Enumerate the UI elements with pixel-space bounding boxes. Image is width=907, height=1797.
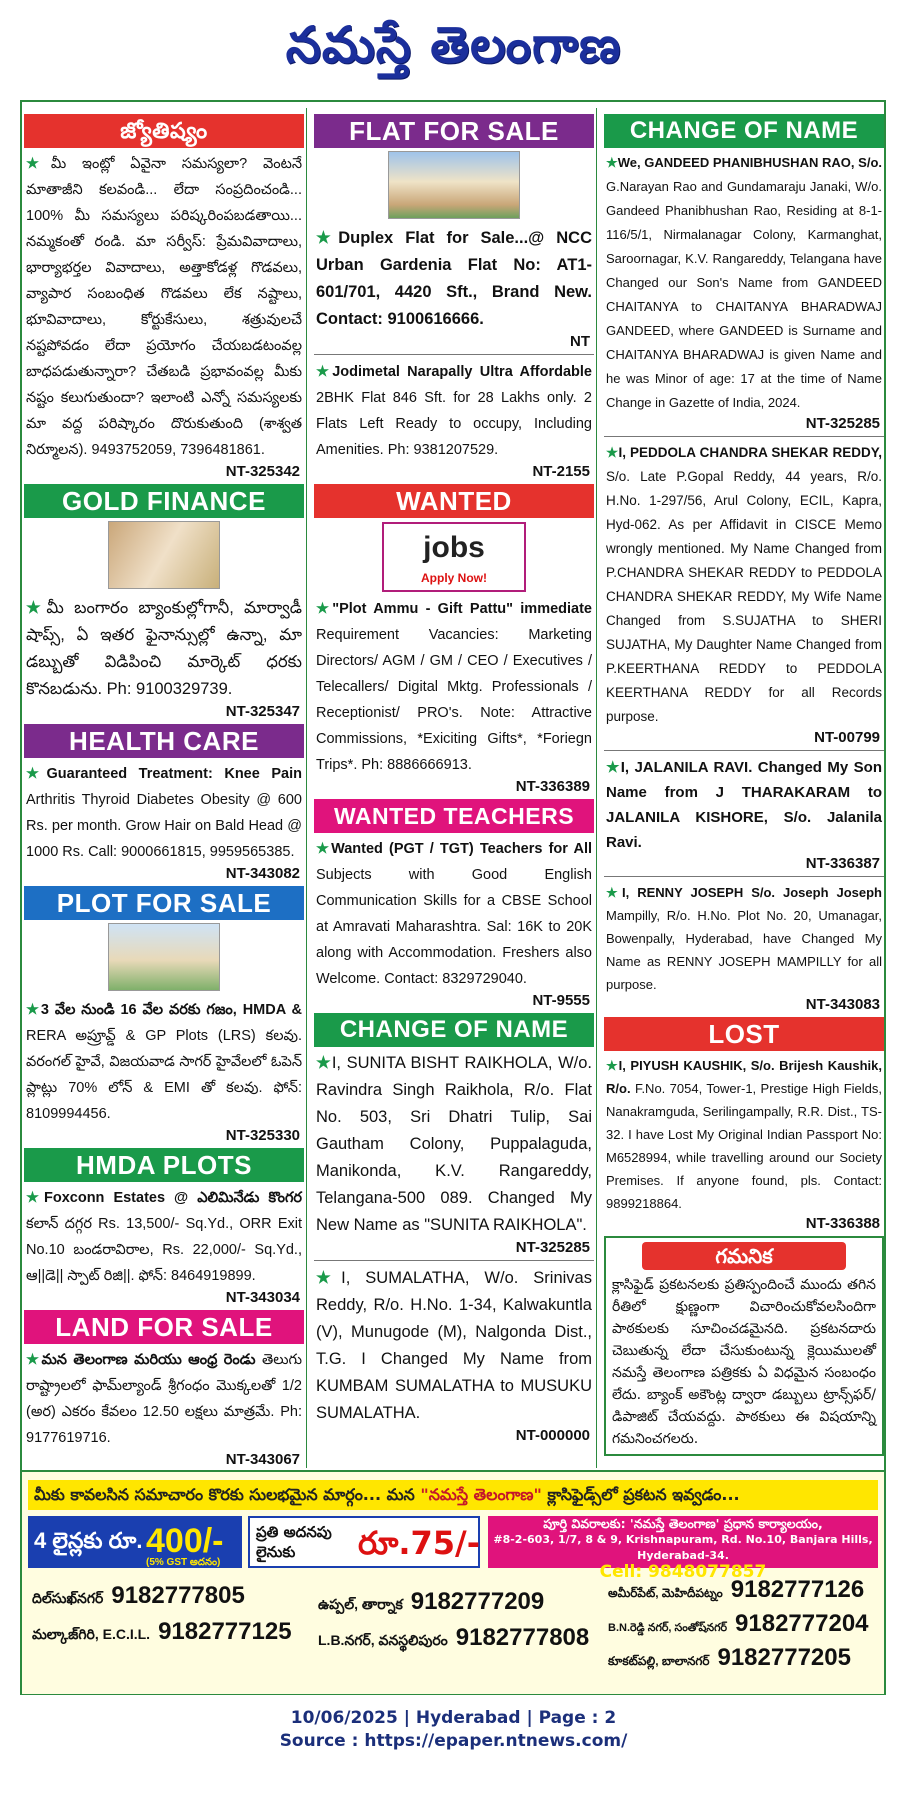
star-icon: ★ xyxy=(26,599,47,617)
section-header-lost: LOST xyxy=(604,1017,884,1051)
branch-phone: దిల్‌సుఖ్‌నగర్ 9182777805 xyxy=(32,1582,245,1609)
notice-title: గమనిక xyxy=(642,1242,846,1270)
ad-code: NT-336389 xyxy=(515,778,590,795)
star-icon: ★ xyxy=(316,229,339,247)
ad-code: NT-9555 xyxy=(532,992,590,1009)
ad-code: NT-325347 xyxy=(225,703,300,720)
ad-code: NT-2155 xyxy=(532,463,590,480)
column-divider xyxy=(596,108,597,1468)
ad-code: NT-343067 xyxy=(225,1451,300,1468)
star-icon: ★ xyxy=(316,601,333,617)
base-rate-box: 4 లైన్లకు రూ. 400/- (5% GST అదనం) xyxy=(28,1516,242,1568)
ad-plot-for-sale: ★3 వేల నుండి 16 వేల వరకు గజం, HMDA & RERA అప్రూవ్డ్ & GP Plots (LRS) కలవు. వరంగల్ హైవే, విజయవాడ సాగర్ హైవేలలో ఓపెన్ ప్లాట్లు 70% లోన్ & EMI తో కలవు. ఫోన్: 8109994456. xyxy=(26,1002,303,1122)
ad-code: NT-325285 xyxy=(805,415,880,432)
branch-phone: అమీర్‌పేట్, మెహిదీపట్నం 9182777126 xyxy=(608,1576,865,1603)
section-header-jyotisham: జ్యోతిష్యం xyxy=(24,114,304,148)
ad-change-name-sumalatha: ★I, SUMALATHA, W/o. Srinivas Reddy, R/o. H.No. 1-34, Kalwakuntla (V), Munugode (M), Nalgonda Dist., T.G. I Changed My Name from KUMBAM SUMALATHA to MUSUKU SUMALATHA. xyxy=(316,1269,592,1422)
section-header-wanted-teachers: WANTED TEACHERS xyxy=(314,799,594,833)
notice-box xyxy=(604,1236,884,1456)
star-icon: ★ xyxy=(606,885,623,900)
column-3 xyxy=(604,110,884,1456)
ad-code: NT-343083 xyxy=(805,996,880,1013)
section-header-wanted: WANTED xyxy=(314,484,594,518)
ad-code: NT-343082 xyxy=(225,865,300,882)
star-icon: ★ xyxy=(26,1190,44,1206)
branch-phone: మల్కాజ్‌గిరి, E.C.I.L. 9182777125 xyxy=(32,1618,292,1645)
ad-code: NT-000000 xyxy=(515,1427,590,1444)
star-icon: ★ xyxy=(316,1054,332,1072)
ad-separator xyxy=(604,750,884,751)
ad-hmda-plots: ★Foxconn Estates @ ఎలిమినేడు కొంగర కలాన్ దగ్గర Rs. 13,500/- Sq.Yd., ORR Exit No.10 బండరావిరాల, Rs. 22,000/- Sq.Yd., ఆ||డె|| స్పాట్ రిజి||. ఫోన్: 8464919899. xyxy=(26,1190,302,1284)
masthead xyxy=(0,0,907,96)
section-header-flat-for-sale: FLAT FOR SALE xyxy=(314,114,594,148)
rate-banner xyxy=(22,1470,884,1694)
ad-code: NT-325342 xyxy=(225,463,300,480)
jobs-logo-image: jobs Apply Now! xyxy=(382,522,526,592)
ad-wanted-teachers: ★Wanted (PGT / TGT) Teachers for All Subjects with Good English Communication Skills for a CBSE School at Amravati Maharashtra. Sal: 16K to 20K along with Accommodation. Freshers also Welcome. Contact: 8329729040. xyxy=(316,841,593,987)
star-icon: ★ xyxy=(606,1058,619,1073)
office-address: పూర్తి వివరాలకు: 'నమస్తే తెలంగాణ' ప్రధాన కార్యాలయం, #8-2-603, 1/7, 8 & 9, Krishnapuram, Rd. No.10, Banjara Hills, Hyderabad-34. Cell: 9848077857 xyxy=(488,1516,878,1568)
star-icon: ★ xyxy=(26,1352,42,1368)
ad-code: NT-343034 xyxy=(225,1289,300,1306)
section-header-change-of-name: CHANGE OF NAME xyxy=(604,114,884,148)
ad-change-name-raikhola: ★I, SUNITA BISHT RAIKHOLA, W/o. Ravindra Singh Raikhola, R/o. Flat No. 503, Sri Dhatri Tulip, Sai Gautham Colony, Puppalaguda, Manikonda, K.V. Rangareddy, Telangana-500 089. Changed My New Name as "SUNITA RAIKHOLA". xyxy=(316,1054,592,1234)
ad-gold-finance: ★మీ బంగారం బ్యాంకుల్లోగానీ, మార్వాడీ షాప్స్, ఏ ఇతర ఫైనాన్సుల్లో ఉన్నా, మా డబ్బుతో విడిపించి మార్కెట్ ధరకు కొనబడును. Ph: 9100329739. xyxy=(26,599,302,698)
star-icon: ★ xyxy=(26,1002,41,1018)
branch-phone: L.B.నగర్, వనస్థలిపురం 9182777808 xyxy=(318,1624,590,1651)
star-icon: ★ xyxy=(316,841,332,857)
section-header-hmda-plots: HMDA PLOTS xyxy=(24,1148,304,1182)
ad-separator xyxy=(604,876,884,877)
column-1 xyxy=(24,110,304,1468)
ad-code: NT-00799 xyxy=(814,729,880,746)
page-footer xyxy=(0,1707,907,1753)
branch-phone-list xyxy=(28,1576,878,1688)
notice-text: క్లాసిఫైడ్ ప్రకటనలకు ప్రతిస్పందించే ముందు తగిన రీతిలో క్షుణ్ణంగా విచారించుకోవలసిందిగా పాఠకులకు సూచించడమైనది. ప్రకటనదారు చెబుతున్న లేదా చేసుకుంటున్న క్లెయిములతో నమస్తే తెలంగాణ పత్రికకు ఏ విధమైన సంబంధం లేదు. బ్యాంక్ అకౌంట్ల ద్వారా డబ్బులు ట్రాన్స్‌ఫర్/డిపాజిట్ చేయవద్దు. పాఠకులు ఈ విషయాన్ని గమనించగలరు. xyxy=(612,1277,876,1447)
ad-land-for-sale: ★మన తెలంగాణ మరియు ఆంధ్ర రెండు తెలుగు రాష్ట్రాలలో ఫామ్‌ల్యాండ్ శ్రీగంధం మొక్కలతో 1/2 (అర) ఎకరం కేవలం 12.50 లక్షలు మాత్రమే. Ph: 9177619716. xyxy=(26,1352,303,1446)
column-divider xyxy=(306,108,307,1468)
date-location-page: 10/06/2025 | Hyderabad | Page : 2 xyxy=(290,1708,617,1728)
ad-separator xyxy=(314,1260,594,1261)
star-icon: ★ xyxy=(26,766,47,782)
newspaper-logo: నమస్తే తెలంగాణ xyxy=(285,15,622,74)
star-icon: ★ xyxy=(606,445,619,460)
ad-duplex-flat: ★Duplex Flat for Sale...@ NCC Urban Gardenia Flat No: AT1-601/701, 4420 Sft., Brand New. Contact: 9100616666. xyxy=(316,229,592,328)
section-header-health-care: HEALTH CARE xyxy=(24,724,304,758)
ad-separator xyxy=(604,436,884,437)
section-header-gold-finance: GOLD FINANCE xyxy=(24,484,304,518)
extra-line-rate-box: ప్రతి అదనపు లైనుకు రూ.75/- xyxy=(248,1516,480,1568)
ad-code: NT xyxy=(570,333,590,350)
star-icon: ★ xyxy=(606,155,618,170)
star-icon: ★ xyxy=(316,1269,342,1287)
banner-tagline: మీకు కావలసిన సమాచారం కొరకు సులభమైన మార్గం... మన "నమస్తే తెలంగాణ" క్లాసిఫైడ్స్‌లో ప్రకటన ఇవ్వడం... xyxy=(28,1480,878,1510)
section-header-land-for-sale: LAND FOR SALE xyxy=(24,1310,304,1344)
ad-change-name-peddola: ★I, PEDDOLA CHANDRA SHEKAR REDDY, S/o. Late P.Gopal Reddy, 44 years, R/o. H.No. 1-297/56, Arul Colony, ECIL, Kapra, Hyd-062. As per Affidavit in CISCE Memo wrongly mentioned. My Name Changed from P.CHANDRA SHEKAR REDDY to PEDDOLA CHANDRA SHEKAR REDDY, My Wife Name Changed from S.SUJATHA to SHERI SUJATHA, My Daughter Name Changed from P.KEERTHANA REDDY to PEDDOLA KEERTHANA REDDY for all Records purpose. xyxy=(606,445,882,724)
money-exchange-image xyxy=(108,521,220,589)
ad-code: NT-325330 xyxy=(225,1127,300,1144)
ad-change-name-jalanila: ★I, JALANILA RAVI. Changed My Son Name from J THARAKARAM to JALANILA KISHORE, S/o. Jalanila Ravi. xyxy=(606,759,882,851)
plot-layout-image xyxy=(108,923,220,991)
ad-health-care: ★Guaranteed Treatment: Knee Pain Arthritis Thyroid Diabetes Obesity @ 600 Rs. per month. Grow Hair on Bald Head @ 1000 Rs. Call: 9000661815, 9959565385. xyxy=(26,766,302,860)
section-header-plot-for-sale: PLOT FOR SALE xyxy=(24,886,304,920)
column-2 xyxy=(314,110,594,1444)
ad-code: NT-336387 xyxy=(805,855,880,872)
branch-phone: ఉప్పల్, తార్నాక 9182777209 xyxy=(318,1588,545,1615)
ad-code: NT-325285 xyxy=(515,1239,590,1256)
source-link[interactable]: Source : https://epaper.ntnews.com/ xyxy=(279,1731,628,1751)
ad-change-name-gandeed: ★We, GANDEED PHANIBHUSHAN RAO, S/o. G.Narayan Rao and Gundamaraju Janaki, W/o. Gandeed Phanibhushan Rao, Residing at 8-1-116/5/1, Nirmalanagar Colony, Karmanghat, Saroornagar, K.V. Rangareddy, Telangana have Changed our Son's Name from GANDEED CHAITANYA to CHAITANYA BHARADWAJ GANDEED, where GANDEED is Surname and CHAITANYA BHARADWAJ is given Name and he was Minor of age: 17 at the time of Name Change in Gazette of India, 2024. xyxy=(606,155,882,410)
star-icon: ★ xyxy=(606,759,621,776)
apartment-building-image xyxy=(388,151,520,219)
ad-lost-passport: ★I, PIYUSH KAUSHIK, S/o. Brijesh Kaushik, R/o. F.No. 7054, Tower-1, Prestige High Fields, Nanakramguda, Serilingampally, R.R. Dist., TS-32. I have Lost My Original Indian Passport No: M6528994, while travelling around our Society Premises. If anyone found, pls. Contact: 9899218864. xyxy=(606,1058,882,1211)
ad-code: NT-336388 xyxy=(805,1215,880,1232)
branch-phone: B.N.రెడ్డి నగర్, సంతోష్‌నగర్ 9182777204 xyxy=(608,1610,869,1637)
section-header-change-of-name: CHANGE OF NAME xyxy=(314,1013,594,1047)
ad-jodimetal-flat: ★Jodimetal Narapally Ultra Affordable 2BHK Flat 846 Sft. for 28 Lakhs only. 2 Flats Left Ready to occupy, Including Amenities. Ph: 9381207529. xyxy=(316,364,592,458)
star-icon: ★ xyxy=(316,364,333,380)
ad-change-name-renny: ★I, RENNY JOSEPH S/o. Joseph Joseph Mampilly, R/o. H.No. Plot No. 20, Umanagar, Bowenpally, Hyderabad, have Changed My Name as RENNY JOSEPH MAMPILLY for all purpose. xyxy=(606,885,882,992)
branch-phone: కూకట్‌పల్లి, బాలానగర్ 9182777205 xyxy=(608,1644,851,1671)
ad-jyotisham: ★మీ ఇంట్లో ఏవైనా సమస్యలా? వెంటనే మాతాజీని కలవండి... లేదా సంప్రదించండి... 100% మీ సమస్యలు పరిష్కరింపబడతాయి... నమ్మకంతో రండి. మా సర్వీస్: ప్రేమవివాదాలు, భార్యాభర్తల వివాదాలు, అత్తాకోడళ్ల గొడవలు, వ్యాపార సంబంధిత గొడవలు లేక నష్టాలు, భూవివాదాలు, కోర్టుకేసులు, శత్రువులచే నష్టపోవడం లేదా ప్రయోగం చేయబడటంవల్ల బాధపడుతున్నారా? చేతబడి ప్రభావంవల్ల మీకు నష్టం కలుగుతుందా? ఇలాంటి ఎన్నో సమస్యలకు మా వద్ద పరిష్కారం దొరుకుతుంది (శాశ్వత నిర్మూలన). 9493752059, 7396481861. xyxy=(26,156,303,458)
star-icon: ★ xyxy=(26,156,51,172)
ad-wanted-jobs: ★"Plot Ammu - Gift Pattu" immediate Requirement Vacancies: Marketing Directors/ AGM / GM / CEO / Executives / Telecallers/ Digital Mktg. Professionals / Receptionist/ PRO's. Note: Attractive Commissions, *Exiciting Gifts*, *Foriegn Trips*. Ph: 8886666913. xyxy=(316,601,592,773)
ad-separator xyxy=(314,354,594,355)
